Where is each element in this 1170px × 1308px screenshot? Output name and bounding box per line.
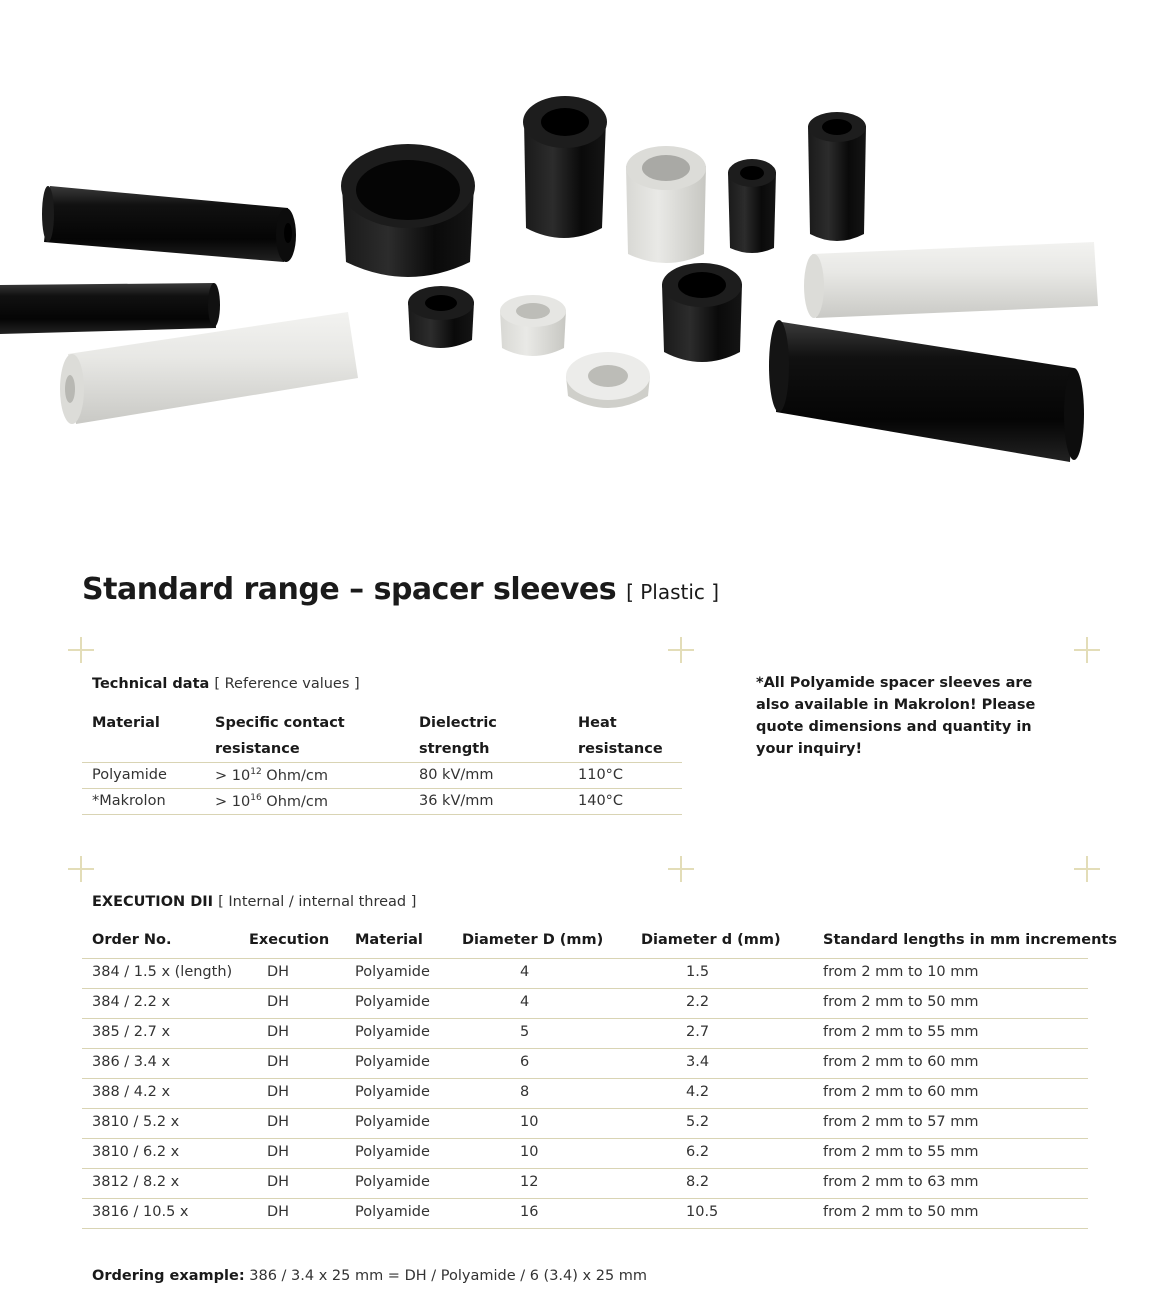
cell-material: Polyamide [355,994,430,1010]
cell-d: 6.2 [686,1144,710,1160]
cell-order: 388 / 4.2 x [92,1084,171,1100]
black-sleeve-tall [523,96,607,238]
black-ring-small [408,286,474,348]
cell-d: 4 [520,994,530,1010]
black-sleeve-narrow [808,112,866,241]
cell-order: 3812 / 8.2 x [92,1174,180,1190]
cell-lengths: from 2 mm to 57 mm [823,1114,979,1130]
white-washer [566,352,650,408]
table-row [82,1138,1088,1168]
cell-d: 5 [520,1024,530,1040]
cell-execution: DH [267,1114,290,1130]
cell-execution: DH [267,1054,290,1070]
table-row [82,988,1088,1018]
cell-order: 384 / 2.2 x [92,994,171,1010]
table-header: Order No. Execution Material Diameter D (mm) Diameter d (mm) Standard lengths in mm increments [92,932,1117,948]
cell-material: Polyamide [355,1144,430,1160]
ordering-example: Ordering example: 386 / 3.4 x 25 mm = DH / Polyamide / 6 (3.4) x 25 mm [92,1268,648,1284]
table-row: *Makrolon > $10^{16}$ Ohm/cm 36 kV/mm 140°C [82,788,682,815]
table-header [82,710,682,762]
black-sleeve-small [728,159,776,253]
table-row [82,1108,1088,1138]
cell-d: 8 [520,1084,530,1100]
spacer-sleeves-photo [0,0,1170,500]
cell-lengths: from 2 mm to 50 mm [823,1204,979,1220]
cell-lengths: from 2 mm to 55 mm [823,1144,979,1160]
plus-marker [1074,856,1100,882]
cell-material: Polyamide [355,1024,430,1040]
black-ring-medium [662,263,742,362]
cell-execution: DH [267,1204,290,1220]
technical-data-table [82,710,682,815]
col-material: Material [92,715,160,731]
cell-d: 4 [520,964,530,980]
cell-d: 6 [520,1054,530,1070]
cell-lengths: from 2 mm to 55 mm [823,1024,979,1040]
cell-d: 12 [520,1174,539,1190]
cell-d: 10 [520,1144,539,1160]
cell-d: 5.2 [686,1114,710,1130]
technical-data-heading: Technical data [ Reference values ] [92,676,360,692]
cell-lengths: from 2 mm to 10 mm [823,964,979,980]
cell-lengths: from 2 mm to 63 mm [823,1174,979,1190]
plus-marker [668,856,694,882]
black-rod [0,283,220,334]
table-row [82,1198,1088,1228]
cell-material: Polyamide [355,1174,430,1190]
cell-d: 8.2 [686,1174,710,1190]
cell-d: 16 [520,1204,539,1220]
table-row [82,1018,1088,1048]
grey-sleeve [626,146,706,263]
col-heat: Heat resistance [578,715,663,757]
cell-d: 10.5 [686,1204,719,1220]
table-row: Polyamide > $10^{12}$ Ohm/cm 80 kV/mm 110°C [82,762,682,788]
cell-execution: DH [267,1084,290,1100]
makrolon-note: *All Polyamide spacer sleeves are also available in Makrolon! Please quote dimensions and quantity in your inquiry! [756,675,1036,757]
cell-execution: DH [267,1144,290,1160]
cell-material: Polyamide [355,964,430,980]
cell-material: Polyamide [355,1114,430,1130]
col-resistance: Specific contact resistance [215,715,345,757]
cell-execution: DH [267,994,290,1010]
plus-marker [68,856,94,882]
cell-lengths: from 2 mm to 60 mm [823,1084,979,1100]
cell-d: 2.2 [686,994,710,1010]
cell-d: 4.2 [686,1084,710,1100]
cell-lengths: from 2 mm to 60 mm [823,1054,979,1070]
cell-material: Polyamide [355,1054,430,1070]
white-ring-small [500,295,566,356]
cell-d: 1.5 [686,964,710,980]
execution-heading: EXECUTION DII [ Internal / internal thread ] [92,894,417,910]
cell-order: 386 / 3.4 x [92,1054,171,1070]
plus-marker [668,637,694,663]
cell-order: 3810 / 5.2 x [92,1114,180,1130]
cell-d: 3.4 [686,1054,710,1070]
table-row [82,1048,1088,1078]
page-title: Standard range – spacer sleeves [ Plastic ] [82,572,720,607]
cell-order: 3810 / 6.2 x [92,1144,180,1160]
table-row [82,1168,1088,1198]
cell-execution: DH [267,1024,290,1040]
plus-marker [1074,637,1100,663]
cell-order: 385 / 2.7 x [92,1024,171,1040]
cell-material: Polyamide [355,1204,430,1220]
col-dielectric: Dielectric strength [419,715,497,757]
cell-d: 2.7 [686,1024,710,1040]
cell-order: 3816 / 10.5 x [92,1204,189,1220]
cell-lengths: from 2 mm to 50 mm [823,994,979,1010]
cell-execution: DH [267,1174,290,1190]
black-tube-1 [42,186,296,262]
cell-order: 384 / 1.5 x (length) [92,964,233,980]
table-row [82,958,1088,988]
white-tube-2 [804,242,1098,318]
cell-material: Polyamide [355,1084,430,1100]
cell-d: 10 [520,1114,539,1130]
black-ring-large [341,144,475,277]
table-row [82,1078,1088,1108]
execution-table [82,928,1117,1229]
plus-marker [68,637,94,663]
cell-execution: DH [267,964,290,980]
black-tube-2 [769,320,1084,462]
